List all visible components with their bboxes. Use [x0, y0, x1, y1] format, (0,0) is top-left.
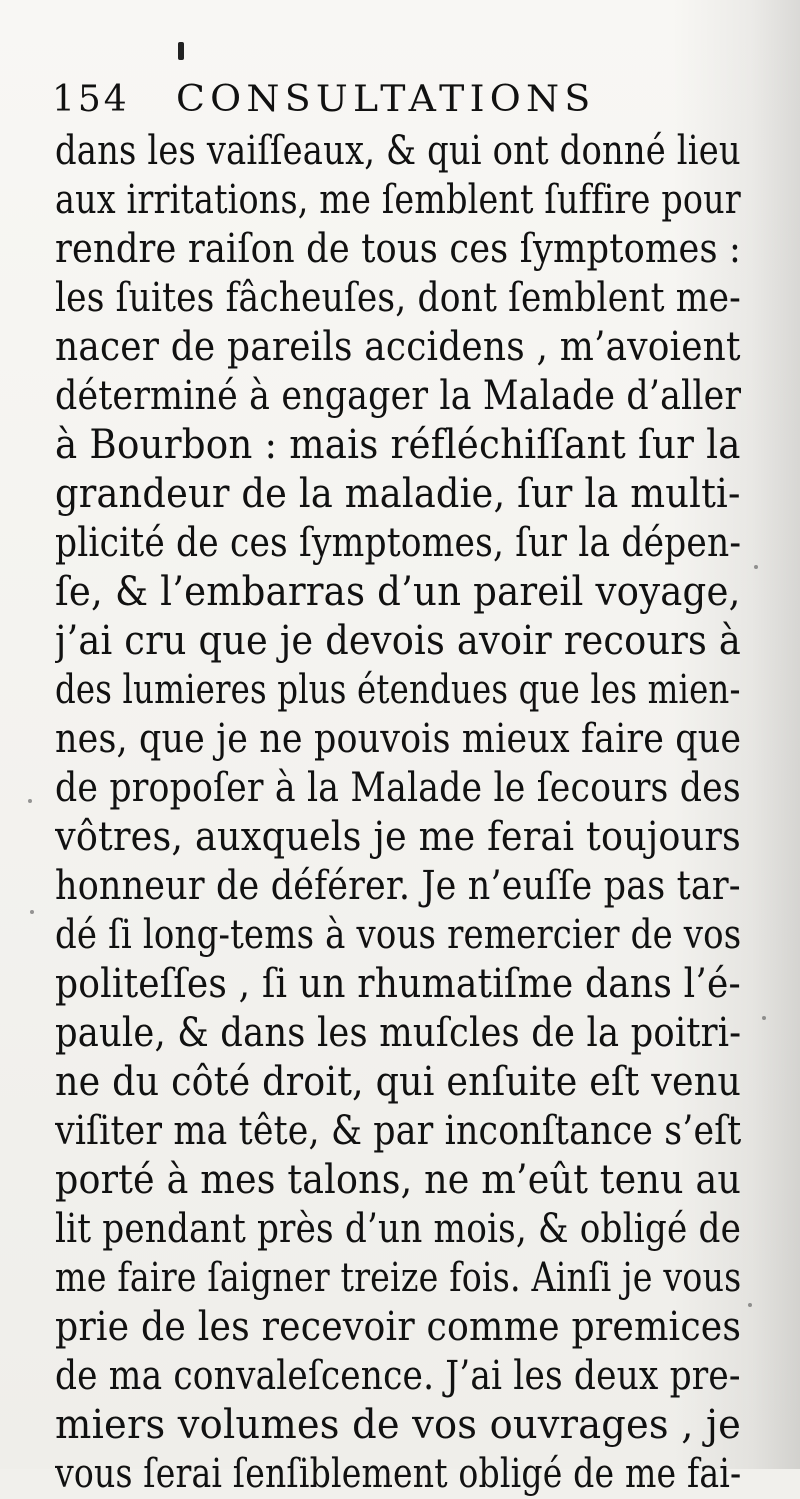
text-line: me faire ſaigner treize fois. Ainſi je vous [55, 1255, 741, 1301]
text-line: ſe, & l’embarras d’un pareil voyage, [55, 569, 741, 615]
text-line: les ſuites fâcheuſes, dont ſemblent me- [55, 275, 741, 321]
page-number: 154 [52, 79, 130, 120]
speck [754, 565, 758, 569]
text-line: de propoſer à la Malade le ſecours des [55, 765, 741, 811]
speck [30, 910, 34, 914]
text-line: miers volumes de vos ouvrages , je [55, 1402, 741, 1448]
text-line: lit pendant près d’un mois, & obligé de [55, 1206, 741, 1252]
text-line: plicité de ces ſymptomes, ſur la dépen- [55, 520, 741, 566]
text-line: paule, & dans les muſcles de la poitri- [55, 1010, 741, 1056]
text-line: déterminé à engager la Malade d’aller [55, 373, 741, 419]
text-line: rendre raiſon de tous ces ſymptomes : [55, 226, 741, 272]
text-line: ne du côté droit, qui enſuite eſt venu [55, 1059, 741, 1105]
text-line: politeſſes , ſi un rhumatiſme dans l’é- [55, 961, 741, 1007]
text-line: honneur de déférer. Je n’euſſe pas tar- [55, 863, 741, 909]
text-line: grandeur de la maladie, ſur la multi- [55, 471, 741, 517]
text-line: aux irritations, me ſemblent ſuffire pour [55, 177, 741, 223]
text-line: vôtres, auxquels je me ferai toujours [55, 814, 741, 860]
text-line: de ma convaleſcence. J’ai les deux pre- [55, 1353, 741, 1399]
text-line: prie de les recevoir comme premices [55, 1304, 741, 1350]
text-line: dé ſi long-tems à vous remercier de vos [55, 912, 741, 958]
text-line: dans les vaiſſeaux, & qui ont donné lieu [55, 128, 741, 174]
body-text [55, 127, 741, 1499]
speck [28, 799, 32, 803]
text-line: nes, que je ne pouvois mieux faire que [55, 716, 741, 762]
text-line: des lumieres plus étendues que les mien- [55, 667, 741, 713]
running-head: CONSULTATIONS [176, 79, 596, 120]
speck [748, 1303, 752, 1307]
text-line: vous ſerai ſenſiblement obligé de me fai- [55, 1451, 741, 1497]
text-line: à Bourbon : mais réfléchiſſant ſur la [55, 422, 741, 468]
text-line: nacer de pareils accidens , m’avoient [55, 324, 741, 370]
top-ink-mark [178, 42, 184, 60]
page-header [52, 74, 612, 126]
text-line: porté à mes talons, ne m’eût tenu au [55, 1157, 741, 1203]
text-line: viſiter ma tête, & par inconſtance s’eſt [55, 1108, 741, 1154]
speck [762, 1016, 766, 1020]
text-line: j’ai cru que je devois avoir recours à [55, 618, 741, 664]
